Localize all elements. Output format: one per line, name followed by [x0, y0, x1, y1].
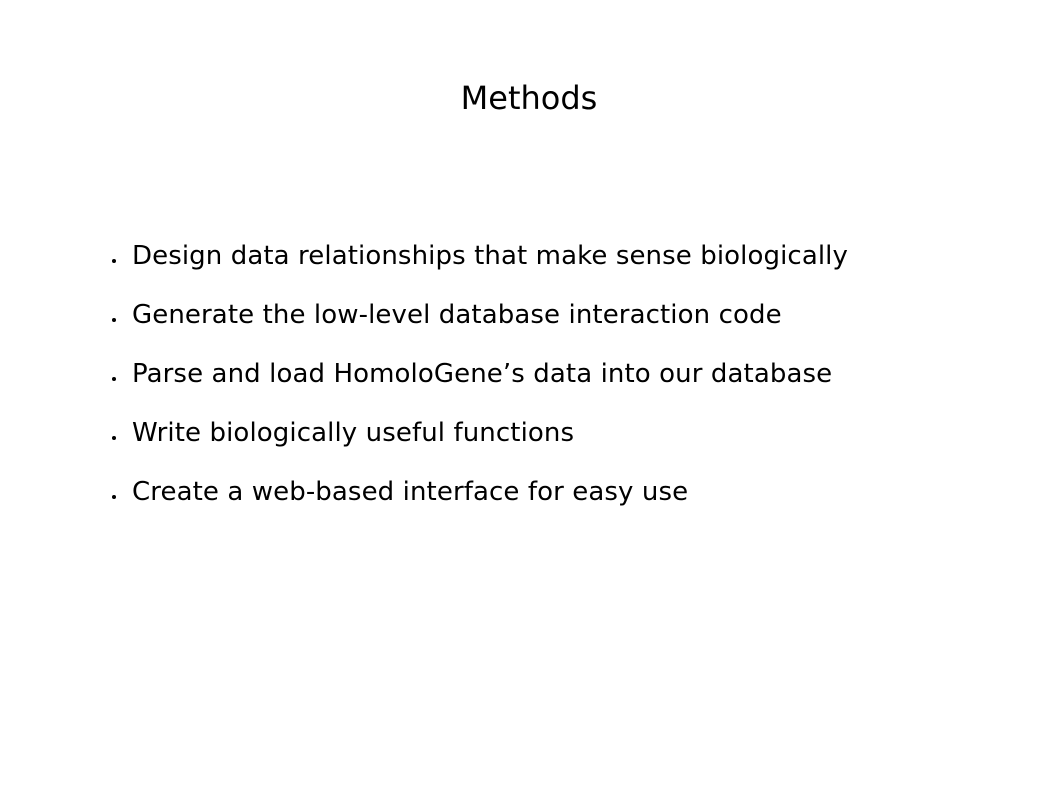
- bullet-item: [112, 226, 848, 285]
- bullet-list: [112, 226, 848, 521]
- bullet-item: [112, 462, 848, 521]
- bullet-dot-icon: [112, 436, 116, 440]
- bullet-text: Generate the low-level database interaction code: [132, 299, 782, 330]
- bullet-item: [112, 344, 848, 403]
- bullet-dot-icon: [112, 318, 116, 322]
- bullet-text: Create a web-based interface for easy use: [132, 476, 689, 507]
- bullet-dot-icon: [112, 259, 116, 263]
- bullet-text: Parse and load HomoloGene’s data into our database: [132, 358, 833, 389]
- bullet-text: Design data relationships that make sense biologically: [132, 240, 848, 271]
- bullet-item: [112, 403, 848, 462]
- bullet-dot-icon: [112, 377, 116, 381]
- slide-title: Methods: [460, 79, 598, 117]
- bullet-text: Write biologically useful functions: [132, 417, 575, 448]
- bullet-item: [112, 285, 848, 344]
- bullet-dot-icon: [112, 495, 116, 499]
